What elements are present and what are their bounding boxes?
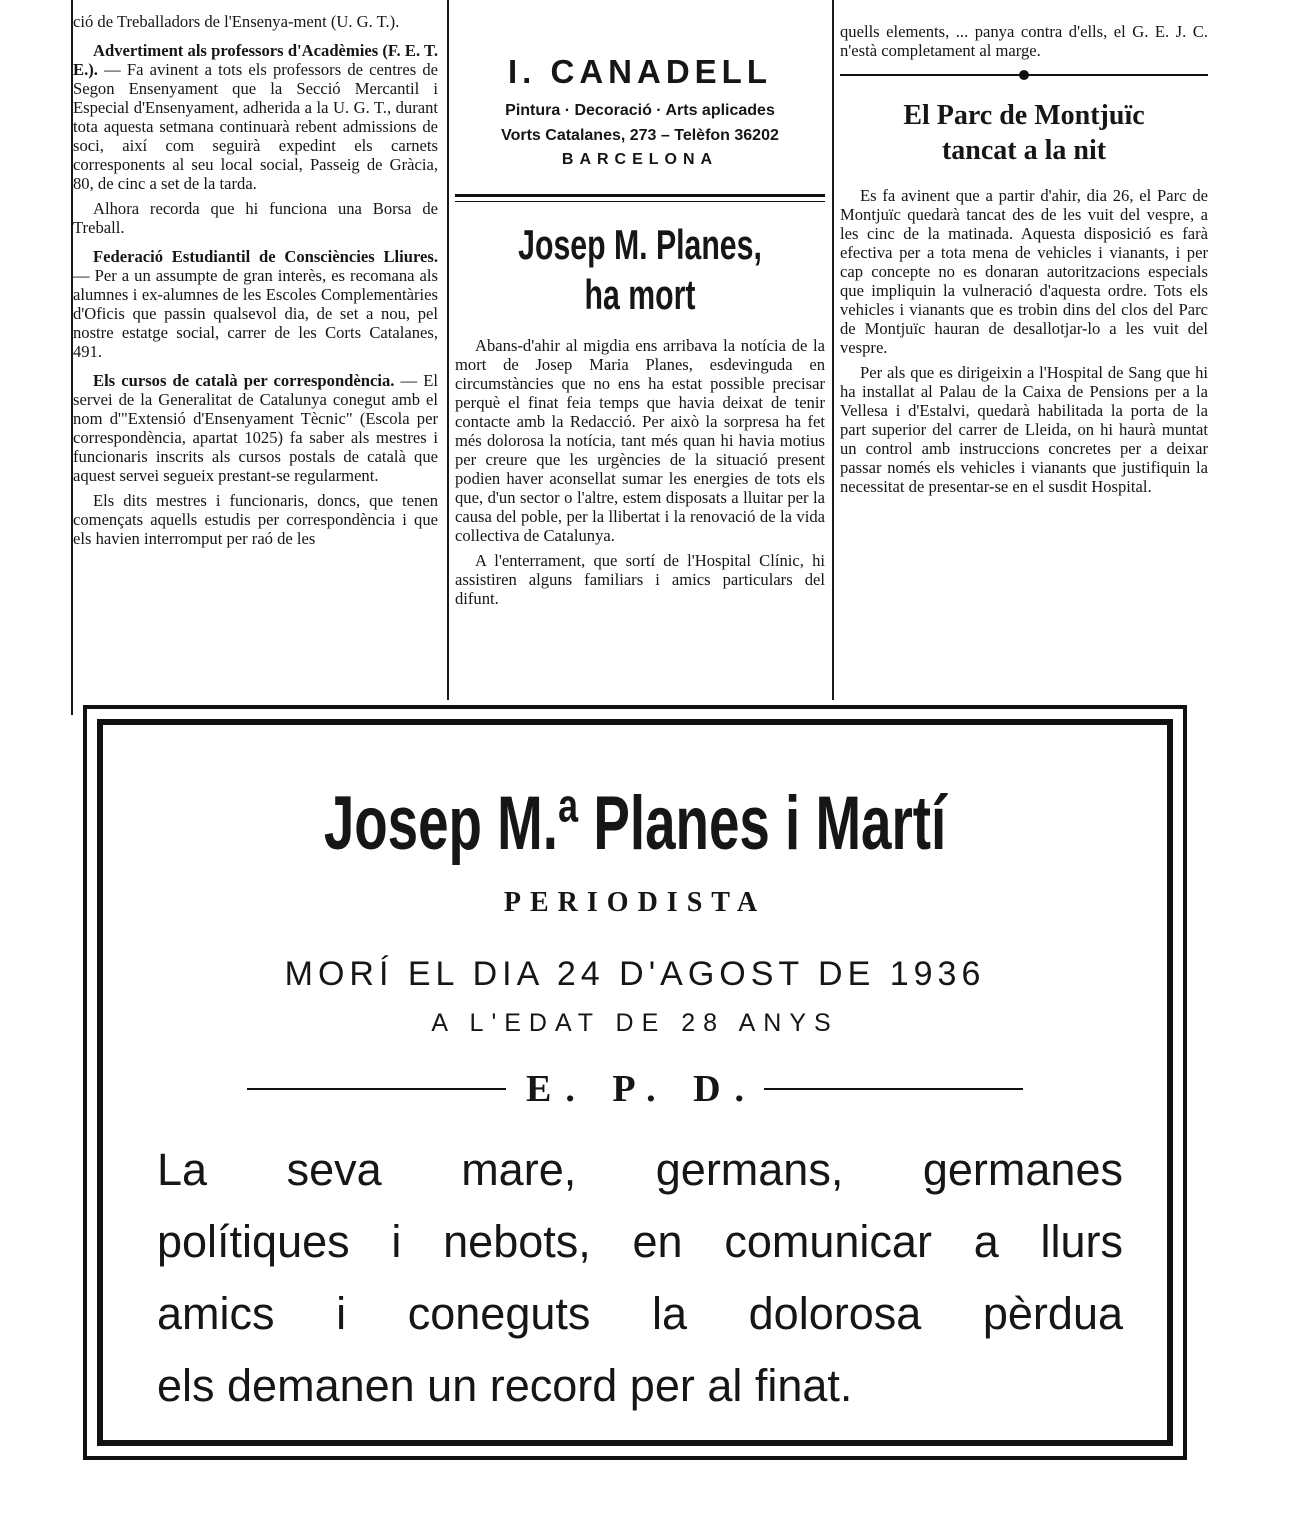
article-paragraph: Es fa avinent que a partir d'ahir, dia 26, el Parc de Montjuïc quedarà tancat des de les vuit del vespre, a les cinc de la matinada. Aquesta disposició es farà efectiva per a tota mena de vehicles i vianants, i per cap concepte no es donaran autoritzacions especials que impliquin la vulneració d'aquesta ordre. Tots els vehicles i vianants que es trobin dins del clos del Parc de Montjuïc hauran de desallotjar-lo a les vuit del vespre.: [840, 186, 1208, 357]
left-column: [73, 0, 438, 554]
article-paragraph: Per als que es dirigeixin a l'Hospital de Sang que hi ha installat al Palau de la Caixa de Pensions per a la Vellesa i d'Estalvi, quedarà habilitada la porta de la part superior del carrer de Lleida, on hi haurà muntat un control amb instruccions concretes per a deixar passar només els vehicles i vianants que justifiquin la necessitat de presentar-se en el susdit Hospital.: [840, 363, 1208, 496]
right-cut-text: quells elements, ... panya contra d'ells, el G. E. J. C. n'està completament al marge.: [840, 22, 1208, 60]
rule-right: [764, 1088, 1023, 1090]
mid-right-column-rule: [832, 0, 834, 700]
ad-address: Vorts Catalanes, 273 – Telèfon 36202: [501, 127, 779, 144]
advertisement: [455, 52, 825, 172]
headline: El Parc de Montjuïc: [903, 100, 1145, 131]
notice-paragraph: Alhora recorda que hi funciona una Borsa de Treball.: [73, 199, 438, 237]
ad-services: Pintura · Decoració · Arts aplicades: [505, 102, 775, 119]
deceased-name: Josep M.ª Planes i Martí: [323, 781, 947, 866]
notice-item-courses: [73, 371, 438, 485]
mid-left-column-rule: [447, 0, 449, 700]
rule-left: [247, 1088, 506, 1090]
deceased-profession: PERIODISTA: [503, 887, 767, 918]
notice-body-line: La seva mare, germans, germanes: [157, 1144, 1123, 1195]
article-paragraph: A l'enterrament, que sortí de l'Hospital Clínic, hi assistiren alguns familiars i amics particulars del difunt.: [455, 551, 825, 608]
epd-line: [247, 1069, 1023, 1109]
double-rule: [455, 194, 825, 202]
notice-lead: Advertiment als professors d'Acadèmies (F. E. T. E.).: [73, 41, 438, 79]
notice-body-text: [157, 1134, 1123, 1422]
notice-item-academies: [73, 41, 438, 193]
notice-body-line: els demanen un record per al finat.: [157, 1360, 853, 1411]
notice-item-students: [73, 247, 438, 361]
article-paragraph: Abans-d'ahir al migdia ens arribava la notícia de la mort de Josep Maria Planes, esdevinguda en circumstàncies que no ens ha estat possible precisar perquè el finat feia temps que havia deixat de tenir contacte amb la Redacció. Per això la sorpresa ha fet més dolorosa la notícia, tant més quan hi havia motius per creure que les urgències de la situació present podien haver aconsellat sumar les energies de tots els que, d'un sector o l'altre, estem disposats a lluitar per la causa del poble, per la llibertat i la renovació de la vida collectiva de Catalunya.: [455, 336, 825, 545]
epd-text: E. P. D.: [526, 1068, 759, 1110]
death-date: MORÍ EL DIA 24 D'AGOST DE 1936: [284, 955, 986, 993]
notice-lead: Federació Estudiantil de Consciències Lliures.: [93, 247, 438, 266]
age-at-death: A L'EDAT DE 28 ANYS: [431, 1009, 839, 1037]
notice-paragraph: Els dits mestres i funcionaris, doncs, que tenen començats aquells estudis per correspondència i que els havien interromput per raó de les: [73, 491, 438, 548]
section-divider: [840, 74, 1208, 76]
headline: ha mort: [584, 271, 696, 318]
notice-body-line: polítiques i nebots, en comunicar a llurs: [157, 1216, 1123, 1267]
middle-column: [455, 40, 825, 614]
obituary-notice: [83, 705, 1187, 1460]
notice-lead: Els cursos de català per correspondència.: [93, 371, 395, 390]
headline: Josep M. Planes,: [518, 221, 762, 268]
notice-body-line: amics i coneguts la dolorosa pèrdua: [157, 1288, 1123, 1339]
notice-body: — Per a un assumpte de gran interès, es recomana als alumnes i ex-alumnes de les Escoles Complementàries d'Oficis que passin qualsevol dia, de set a nou, pel nostre estatge social, carrer de les Corts Catalanes, 491.: [73, 266, 438, 361]
notice-body: — Fa avinent a tots els professors de centres de Segon Ensenyament que la Secció Mercantil i Especial d'Ensenyament, adherida a la U. G. T., durant tota aquesta setmana continuarà rebent admissions de soci, així com seguirà expedint els carnets corresponents al seu local social, Passeig de Gràcia, 80, de cinc a set de la tarda.: [73, 60, 438, 193]
ad-company-name: I. CANADELL: [508, 53, 772, 90]
headline: tancat a la nit: [941, 135, 1107, 166]
right-column: [840, 22, 1208, 502]
ad-city: BARCELONA: [561, 151, 719, 168]
notice-body: — El servei de la Generalitat de Catalunya conegut amb el nom d'"Extensió d'Ensenyament Tècnic" (Escola per correspondència, apartat 1025) fa saber als mestres i funcionaris inscrits als cursos postals de català que aquest servei segueix prestant-se regularment.: [73, 371, 438, 485]
left-cut-text: ció de Treballadors de l'Ensenya-ment (U. G. T.).: [73, 12, 400, 31]
